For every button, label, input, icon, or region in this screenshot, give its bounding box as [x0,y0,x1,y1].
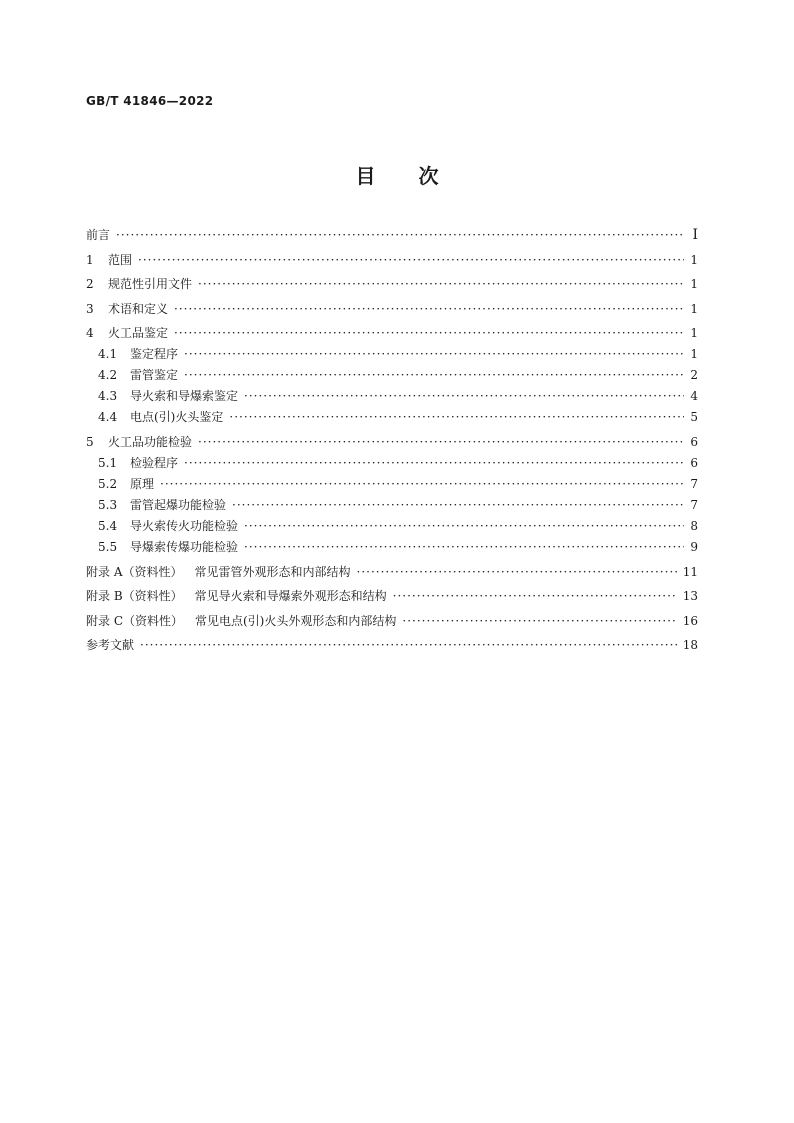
toc-entry-page-number: 6 [690,434,698,449]
toc-entry-label: 规范性引用文件 [108,277,193,292]
toc-entry[interactable] [86,251,698,271]
document-id: GB/T 41846—2022 [86,94,214,108]
toc-dot-leader [184,368,684,382]
toc-entry-label: 火工品鉴定 [108,326,169,341]
toc-entry-number: 2 [86,277,94,292]
toc-dot-leader [393,589,677,603]
toc-entry-label: 导火索传火功能检验 [130,518,239,533]
toc-dot-leader [184,456,684,470]
toc-dot-leader [198,435,684,449]
toc-entry-label: 鉴定程序 [130,347,179,362]
toc-entry-number: 5.3 [98,497,118,512]
toc-entry-page-number: 7 [690,497,698,512]
toc-entry-number: 5.4 [98,518,118,533]
toc-entry[interactable] [86,275,698,295]
toc-entry[interactable] [86,324,698,344]
toc-dot-leader [138,253,684,267]
toc-entry[interactable] [86,563,698,583]
toc-entry-number: 4.2 [98,368,118,383]
toc-dot-leader [232,498,684,512]
toc-entry-number: 5.2 [98,476,118,491]
toc-entry-page-number: 2 [690,368,698,383]
toc-entry-annex-prefix: 附录 B（资料性） [86,589,183,604]
toc-entry[interactable] [86,433,698,453]
toc-entry[interactable] [86,226,698,246]
toc-entry-label: 常见导火索和导爆索外观形态和结构 [194,589,387,604]
toc-entry-page-number: 5 [690,410,698,425]
toc-entry[interactable] [86,496,698,516]
toc-entry-number: 5.5 [98,539,118,554]
toc-entry-number: 3 [86,301,94,316]
toc-entry-number: 1 [86,252,94,267]
toc-entry-label: 术语和定义 [108,301,169,316]
toc-entry-page-number: 1 [690,277,698,292]
toc-entry-number: 4.3 [98,389,118,404]
toc-entry-page-number: 16 [682,613,698,628]
toc-dot-leader [174,326,684,340]
toc-entry[interactable] [86,475,698,495]
toc-entry-label: 导火索和导爆索鉴定 [130,389,239,404]
toc-entry[interactable] [86,345,698,365]
toc-entry-page-number: 1 [690,252,698,267]
toc-entry-page-number: 18 [682,638,698,653]
toc-entry-number: 4 [86,326,94,341]
toc-entry-label: 原理 [130,476,155,491]
toc-entry-label: 范围 [108,252,133,267]
toc-dot-leader [174,302,684,316]
toc-entry[interactable] [86,454,698,474]
toc-entry[interactable] [86,587,698,607]
table-of-contents [86,226,698,656]
toc-entry-page-number: 11 [682,564,698,579]
toc-entry-page-number: 1 [690,347,698,362]
toc-entry-page-number: I [692,227,698,243]
toc-title: 目 次 [355,164,439,188]
toc-entry-number: 4.4 [98,410,118,425]
toc-entry-label: 电点(引)火头鉴定 [130,410,224,425]
toc-entry-label: 火工品功能检验 [108,434,193,449]
toc-dot-leader [140,638,677,652]
toc-entry-page-number: 9 [690,539,698,554]
toc-dot-leader [160,477,684,491]
toc-entry-page-number: 1 [690,326,698,341]
toc-entry-page-number: 13 [682,589,698,604]
toc-entry[interactable] [86,517,698,537]
toc-dot-leader [402,614,676,628]
toc-entry-label: 导爆索传爆功能检验 [130,539,239,554]
toc-dot-leader [229,410,684,424]
toc-entry-page-number: 6 [690,455,698,470]
toc-entry[interactable] [86,387,698,407]
toc-dot-leader [184,347,684,361]
toc-dot-leader [116,228,684,242]
toc-entry-label: 雷管鉴定 [130,368,179,383]
toc-entry-label: 常见电点(引)火头外观形态和内部结构 [195,613,397,628]
toc-entry-label: 前言 [86,228,111,242]
toc-dot-leader [198,277,684,291]
toc-entry[interactable] [86,612,698,632]
toc-entry-annex-prefix: 附录 A（资料性） [86,564,183,579]
toc-entry-number: 5 [86,434,94,449]
toc-entry[interactable] [86,408,698,428]
toc-entry-label: 参考文献 [86,638,135,653]
toc-dot-leader [244,389,684,403]
toc-entry-label: 常见雷管外观形态和内部结构 [194,564,351,579]
toc-dot-leader [244,519,684,533]
toc-entry-page-number: 4 [690,389,698,404]
toc-entry-page-number: 8 [690,518,698,533]
toc-entry-label: 检验程序 [130,455,179,470]
toc-entry[interactable] [86,300,698,320]
toc-dot-leader [357,565,677,579]
toc-entry-number: 4.1 [98,347,118,362]
toc-entry-page-number: 7 [690,476,698,491]
toc-entry[interactable] [86,366,698,386]
toc-dot-leader [244,540,684,554]
toc-entry[interactable] [86,538,698,558]
toc-entry-number: 5.1 [98,455,118,470]
toc-entry-label: 雷管起爆功能检验 [130,497,227,512]
toc-entry-page-number: 1 [690,301,698,316]
toc-entry[interactable] [86,636,698,656]
toc-entry-annex-prefix: 附录 C（资料性） [86,613,183,628]
